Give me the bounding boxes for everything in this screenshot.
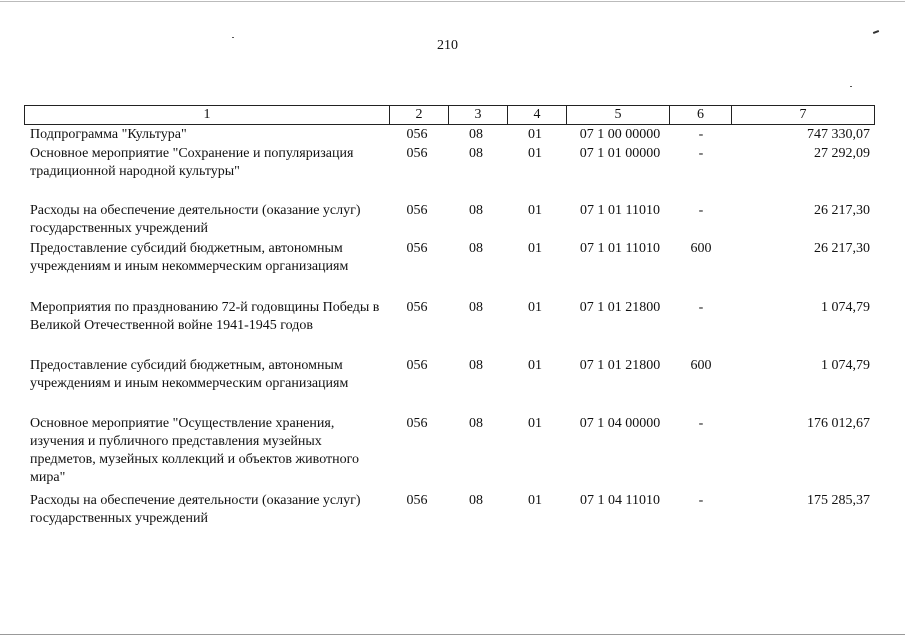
row-col-5: 07 1 01 21800 bbox=[579, 358, 661, 373]
scan-edge-top bbox=[0, 1, 905, 2]
row-col-2: 056 bbox=[406, 127, 428, 142]
header-cell-3: 3 bbox=[449, 106, 508, 124]
row-col-6: - bbox=[698, 127, 704, 142]
row-name: Мероприятия по празднованию 72-й годовщины Победы в Великой Отечественной войне 1941-1945 годов bbox=[30, 300, 380, 333]
row-col-2: 056 bbox=[406, 241, 428, 256]
row-col-6: 600 bbox=[690, 241, 712, 256]
row-col-4: 01 bbox=[528, 358, 542, 373]
header-cell-5: 5 bbox=[567, 106, 670, 124]
row-col-4: 01 bbox=[528, 127, 542, 142]
row-col-4: 01 bbox=[528, 493, 542, 508]
row-col-6: 600 bbox=[690, 358, 712, 373]
row-col-3: 08 bbox=[469, 127, 483, 142]
header-cell-2: 2 bbox=[390, 106, 449, 124]
row-amount: 175 285,37 bbox=[807, 493, 870, 508]
row-col-5: 07 1 01 21800 bbox=[579, 300, 661, 315]
header-cell-6: 6 bbox=[670, 106, 732, 124]
row-amount: 26 217,30 bbox=[814, 241, 870, 256]
row-col-3: 08 bbox=[469, 358, 483, 373]
header-cell-7: 7 bbox=[799, 107, 807, 122]
row-col-3: 08 bbox=[469, 300, 483, 315]
row-name: Основное мероприятие "Сохранение и популяризация традиционной народной культуры" bbox=[30, 146, 354, 179]
row-col-2: 056 bbox=[406, 358, 428, 373]
row-col-2: 056 bbox=[406, 493, 428, 508]
row-col-2: 056 bbox=[406, 203, 428, 218]
table-header bbox=[24, 105, 875, 125]
row-col-3: 08 bbox=[469, 146, 483, 161]
row-name: Предоставление субсидий бюджетным, автономным учреждениям и иным некоммерческим организациям bbox=[30, 241, 349, 274]
row-name: Расходы на обеспечение деятельности (оказание услуг) государственных учреждений bbox=[30, 203, 361, 236]
row-name: Расходы на обеспечение деятельности (оказание услуг) государственных учреждений bbox=[30, 493, 361, 526]
row-col-3: 08 bbox=[469, 203, 483, 218]
row-name: Основное мероприятие "Осуществление хранения, изучения и публичного представления музейных предметов, музейных коллекций и объектов животного мира" bbox=[30, 416, 360, 485]
row-col-3: 08 bbox=[469, 416, 483, 431]
scan-speck bbox=[873, 30, 879, 34]
row-col-5: 07 1 01 11010 bbox=[580, 203, 660, 218]
header-cell-1: 1 bbox=[25, 106, 390, 124]
row-col-6: - bbox=[698, 493, 704, 508]
row-col-5: 07 1 01 00000 bbox=[579, 146, 661, 161]
row-name: Подпрограмма "Культура" bbox=[30, 127, 187, 142]
row-col-4: 01 bbox=[528, 203, 542, 218]
row-col-3: 08 bbox=[469, 241, 483, 256]
row-col-5: 07 1 00 00000 bbox=[579, 127, 661, 142]
page-number: 210 bbox=[437, 38, 458, 53]
row-amount: 1 074,79 bbox=[821, 300, 870, 315]
scan-edge-bottom bbox=[0, 634, 905, 635]
row-name: Предоставление субсидий бюджетным, автономным учреждениям и иным некоммерческим организациям bbox=[30, 358, 349, 391]
row-amount: 747 330,07 bbox=[807, 127, 870, 142]
row-col-6: - bbox=[698, 146, 704, 161]
row-col-2: 056 bbox=[406, 416, 428, 431]
row-col-3: 08 bbox=[469, 493, 483, 508]
row-col-2: 056 bbox=[406, 146, 428, 161]
header-cell-4: 4 bbox=[508, 106, 567, 124]
row-col-5: 07 1 04 11010 bbox=[580, 493, 660, 508]
row-amount: 26 217,30 bbox=[814, 203, 870, 218]
row-col-4: 01 bbox=[528, 146, 542, 161]
row-col-4: 01 bbox=[528, 241, 542, 256]
row-amount: 176 012,67 bbox=[807, 416, 870, 431]
row-col-6: - bbox=[698, 416, 704, 431]
row-amount: 27 292,09 bbox=[814, 146, 870, 161]
row-col-4: 01 bbox=[528, 416, 542, 431]
scan-speck bbox=[850, 86, 852, 87]
row-amount: 1 074,79 bbox=[821, 358, 870, 373]
row-col-2: 056 bbox=[406, 300, 428, 315]
row-col-5: 07 1 04 00000 bbox=[579, 416, 661, 431]
row-col-5: 07 1 01 11010 bbox=[580, 241, 660, 256]
row-col-6: - bbox=[698, 203, 704, 218]
row-col-4: 01 bbox=[528, 300, 542, 315]
row-col-6: - bbox=[698, 300, 704, 315]
